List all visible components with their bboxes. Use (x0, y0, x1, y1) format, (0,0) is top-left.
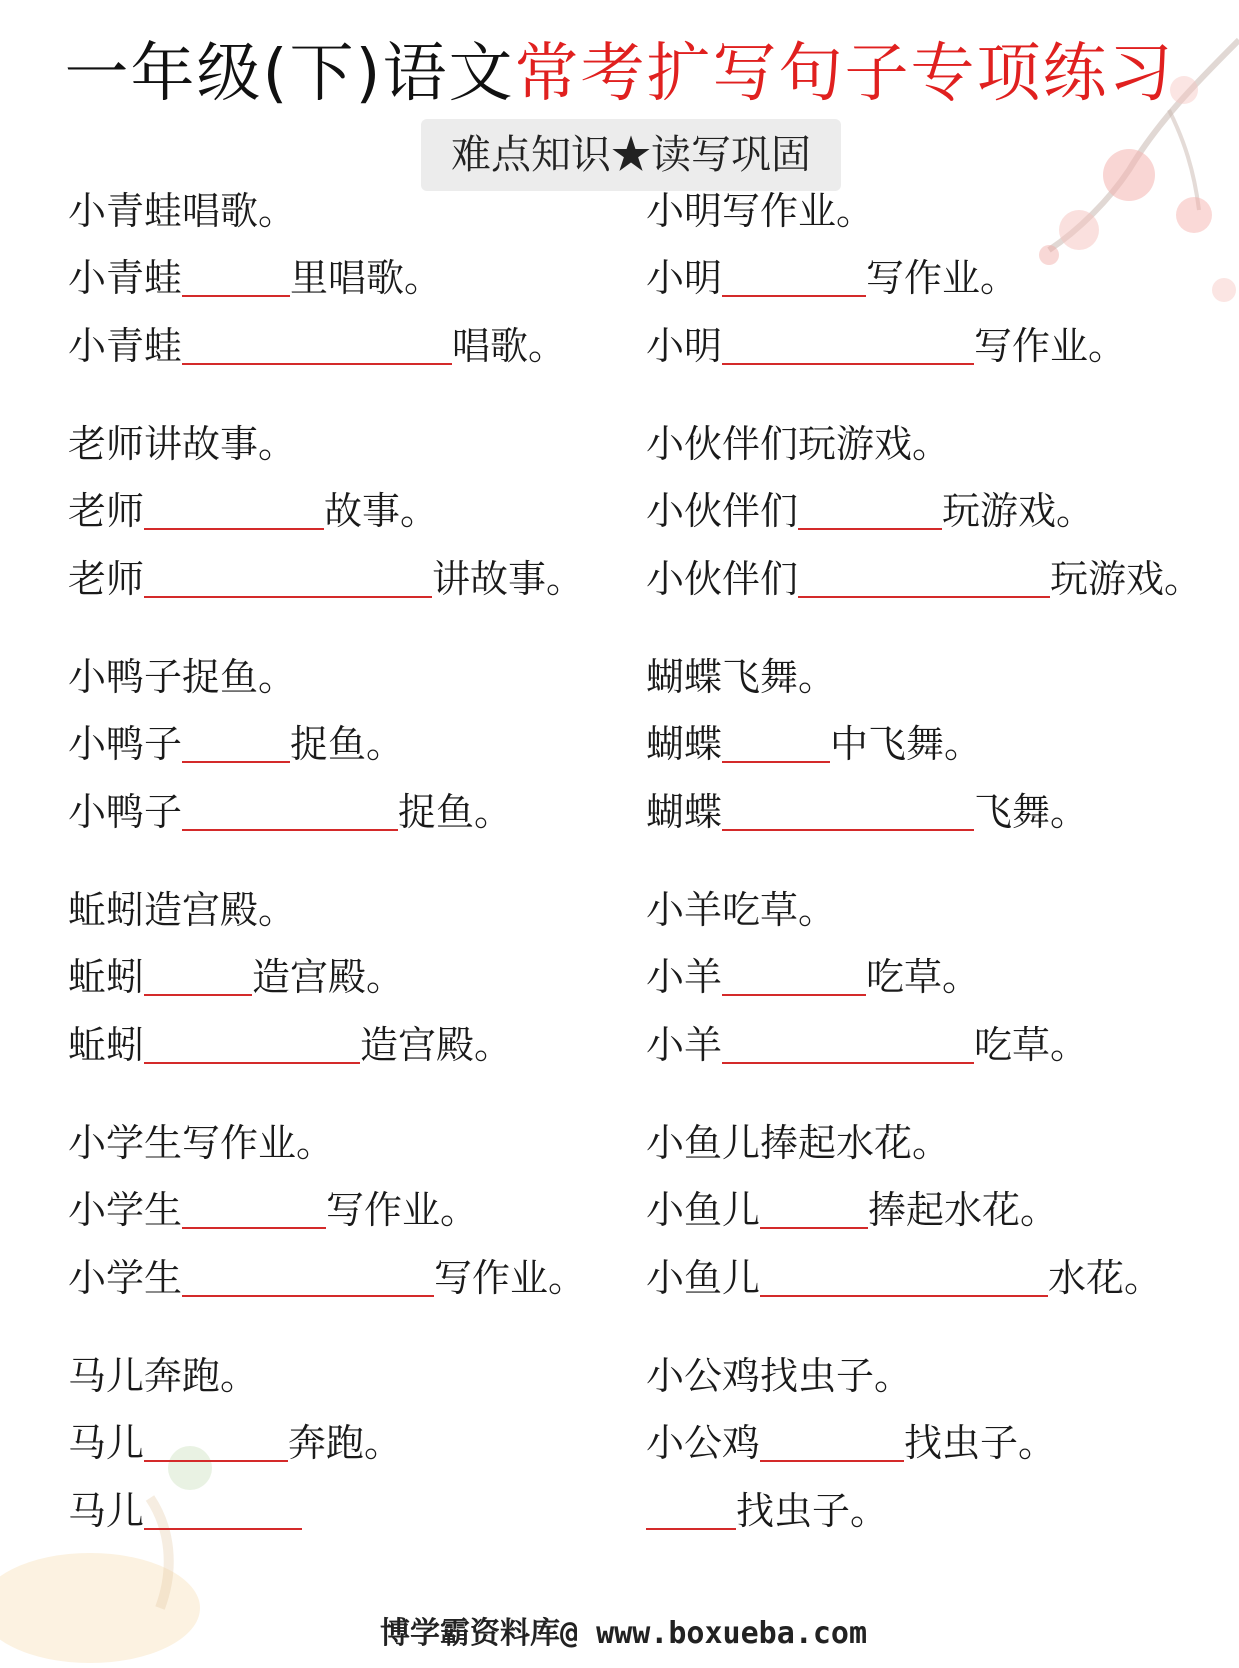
sentence-suffix: 里唱歌。 (290, 256, 443, 300)
fill-in-blank[interactable] (722, 760, 830, 763)
expand-sentence-row (646, 321, 1126, 371)
sentence-text: 小羊吃草。 (646, 888, 837, 932)
expand-sentence-row (68, 719, 404, 769)
sentence-text: 蚯蚓造宫殿。 (68, 888, 297, 932)
fill-in-blank[interactable] (760, 1226, 868, 1229)
sentence-prefix: 蚯蚓 (68, 955, 145, 999)
fill-in-blank[interactable] (798, 595, 1050, 598)
fill-in-blank[interactable] (144, 993, 252, 996)
sentence-prefix: 马儿 (68, 1421, 145, 1465)
expand-sentence-row (68, 1418, 402, 1468)
sentence-suffix: 吃草。 (866, 955, 981, 999)
fill-in-blank[interactable] (722, 1061, 974, 1064)
sentence-prefix: 小明 (646, 324, 723, 368)
sentence-prefix: 小鱼儿 (646, 1256, 761, 1300)
sentence-suffix: 找虫子。 (904, 1421, 1057, 1465)
sentence-suffix: 捧起水花。 (868, 1188, 1059, 1232)
expand-sentence-row (646, 952, 980, 1002)
sentence-suffix: 写作业。 (974, 324, 1127, 368)
page-title (0, 22, 1239, 114)
sentence-prefix: 马儿 (68, 1489, 145, 1533)
sentence-prefix: 老师 (68, 489, 145, 533)
fill-in-blank[interactable] (144, 1459, 288, 1462)
sentence-prefix: 小羊 (646, 955, 723, 999)
base-sentence (68, 1351, 258, 1401)
expand-sentence-row (68, 321, 566, 371)
fill-in-blank[interactable] (646, 1527, 736, 1530)
sentence-prefix: 蝴蝶 (646, 790, 723, 834)
fill-in-blank[interactable] (760, 1294, 1048, 1297)
sentence-suffix: 玩游戏。 (1050, 557, 1203, 601)
base-sentence (68, 652, 296, 702)
sentence-prefix: 小伙伴们 (646, 489, 799, 533)
base-sentence (68, 419, 296, 469)
sentence-prefix: 小鸭子 (68, 722, 183, 766)
sentence-suffix: 找虫子。 (736, 1489, 889, 1533)
sentence-suffix: 飞舞。 (974, 790, 1089, 834)
expand-sentence-row (646, 554, 1202, 604)
fill-in-blank[interactable] (182, 1294, 434, 1297)
expand-sentence-row (646, 1418, 1056, 1468)
sentence-suffix: 捉鱼。 (398, 790, 513, 834)
expand-sentence-row (68, 1185, 478, 1235)
sentence-suffix: 水花。 (1048, 1256, 1163, 1300)
sentence-suffix: 奔跑。 (288, 1421, 403, 1465)
base-sentence (646, 1118, 950, 1168)
sentence-text: 小公鸡找虫子。 (646, 1354, 913, 1398)
sentence-prefix: 小学生 (68, 1188, 183, 1232)
expand-sentence-row (68, 952, 404, 1002)
sentence-text: 小伙伴们玩游戏。 (646, 422, 951, 466)
sentence-prefix: 蝴蝶 (646, 722, 723, 766)
sentence-prefix: 蚯蚓 (68, 1023, 145, 1067)
sentence-prefix: 小青蛙 (68, 324, 183, 368)
sentence-text: 马儿奔跑。 (68, 1354, 259, 1398)
fill-in-blank[interactable] (144, 1527, 302, 1530)
sentence-text: 小明写作业。 (646, 189, 875, 233)
expand-sentence-row (646, 1486, 888, 1536)
sentence-suffix: 写作业。 (866, 256, 1019, 300)
sentence-prefix: 小伙伴们 (646, 557, 799, 601)
base-sentence (646, 885, 836, 935)
base-sentence (68, 885, 296, 935)
expand-sentence-row (646, 719, 982, 769)
expand-sentence-row (646, 1253, 1162, 1303)
sentence-suffix: 造宫殿。 (252, 955, 405, 999)
sentence-prefix: 小鱼儿 (646, 1188, 761, 1232)
title-part-black: 一年级(下)语文 (64, 37, 515, 111)
sentence-prefix: 小公鸡 (646, 1421, 761, 1465)
expand-sentence-row (646, 1020, 1088, 1070)
sentence-suffix: 造宫殿。 (360, 1023, 513, 1067)
sentence-prefix: 小青蛙 (68, 256, 183, 300)
sentence-text: 小学生写作业。 (68, 1121, 335, 1165)
expand-sentence-row (68, 486, 438, 536)
sentence-prefix: 小羊 (646, 1023, 723, 1067)
expand-sentence-row (68, 1486, 302, 1536)
sentence-suffix: 写作业。 (434, 1256, 587, 1300)
base-sentence (646, 419, 950, 469)
fill-in-blank[interactable] (144, 595, 432, 598)
fill-in-blank[interactable] (722, 993, 866, 996)
sentence-prefix: 小学生 (68, 1256, 183, 1300)
sentence-text: 小鸭子捉鱼。 (68, 655, 297, 699)
base-sentence (646, 186, 874, 236)
sentence-text: 老师讲故事。 (68, 422, 297, 466)
expand-sentence-row (68, 1020, 512, 1070)
fill-in-blank[interactable] (144, 527, 324, 530)
expand-sentence-row (68, 787, 512, 837)
sentence-text: 蝴蝶飞舞。 (646, 655, 837, 699)
sentence-text: 小鱼儿捧起水花。 (646, 1121, 951, 1165)
expand-sentence-row (646, 787, 1088, 837)
sentence-prefix: 老师 (68, 557, 145, 601)
fill-in-blank[interactable] (182, 294, 290, 297)
expand-sentence-row (68, 1253, 586, 1303)
sentence-suffix: 捉鱼。 (290, 722, 405, 766)
sentence-prefix: 小明 (646, 256, 723, 300)
fill-in-blank[interactable] (760, 1459, 904, 1462)
expand-sentence-row (646, 1185, 1058, 1235)
sentence-suffix: 讲故事。 (432, 557, 585, 601)
fill-in-blank[interactable] (182, 828, 398, 831)
expand-sentence-row (646, 253, 1018, 303)
subtitle-banner: 难点知识★读写巩固 (421, 119, 841, 191)
sentence-text: 小青蛙唱歌。 (68, 189, 297, 233)
sentence-suffix: 吃草。 (974, 1023, 1089, 1067)
fill-in-blank[interactable] (144, 1061, 360, 1064)
base-sentence (68, 186, 296, 236)
base-sentence (68, 1118, 334, 1168)
expand-sentence-row (646, 486, 1094, 536)
fill-in-blank[interactable] (798, 527, 942, 530)
fill-in-blank[interactable] (182, 760, 290, 763)
base-sentence (646, 652, 836, 702)
expand-sentence-row (68, 554, 584, 604)
sentence-suffix: 写作业。 (326, 1188, 479, 1232)
sentence-suffix: 玩游戏。 (942, 489, 1095, 533)
title-part-red: 常考扩写句子专项练习 (514, 37, 1175, 111)
watermark-footer: 博学霸资料库@ www.boxueba.com (380, 1616, 868, 1651)
expand-sentence-row (68, 253, 442, 303)
fill-in-blank[interactable] (722, 294, 866, 297)
sentence-suffix: 中飞舞。 (830, 722, 983, 766)
fill-in-blank[interactable] (722, 828, 974, 831)
sentence-suffix: 故事。 (324, 489, 439, 533)
sentence-prefix: 小鸭子 (68, 790, 183, 834)
sentence-suffix: 唱歌。 (452, 324, 567, 368)
base-sentence (646, 1351, 912, 1401)
fill-in-blank[interactable] (722, 362, 974, 365)
fill-in-blank[interactable] (182, 1226, 326, 1229)
fill-in-blank[interactable] (182, 362, 452, 365)
